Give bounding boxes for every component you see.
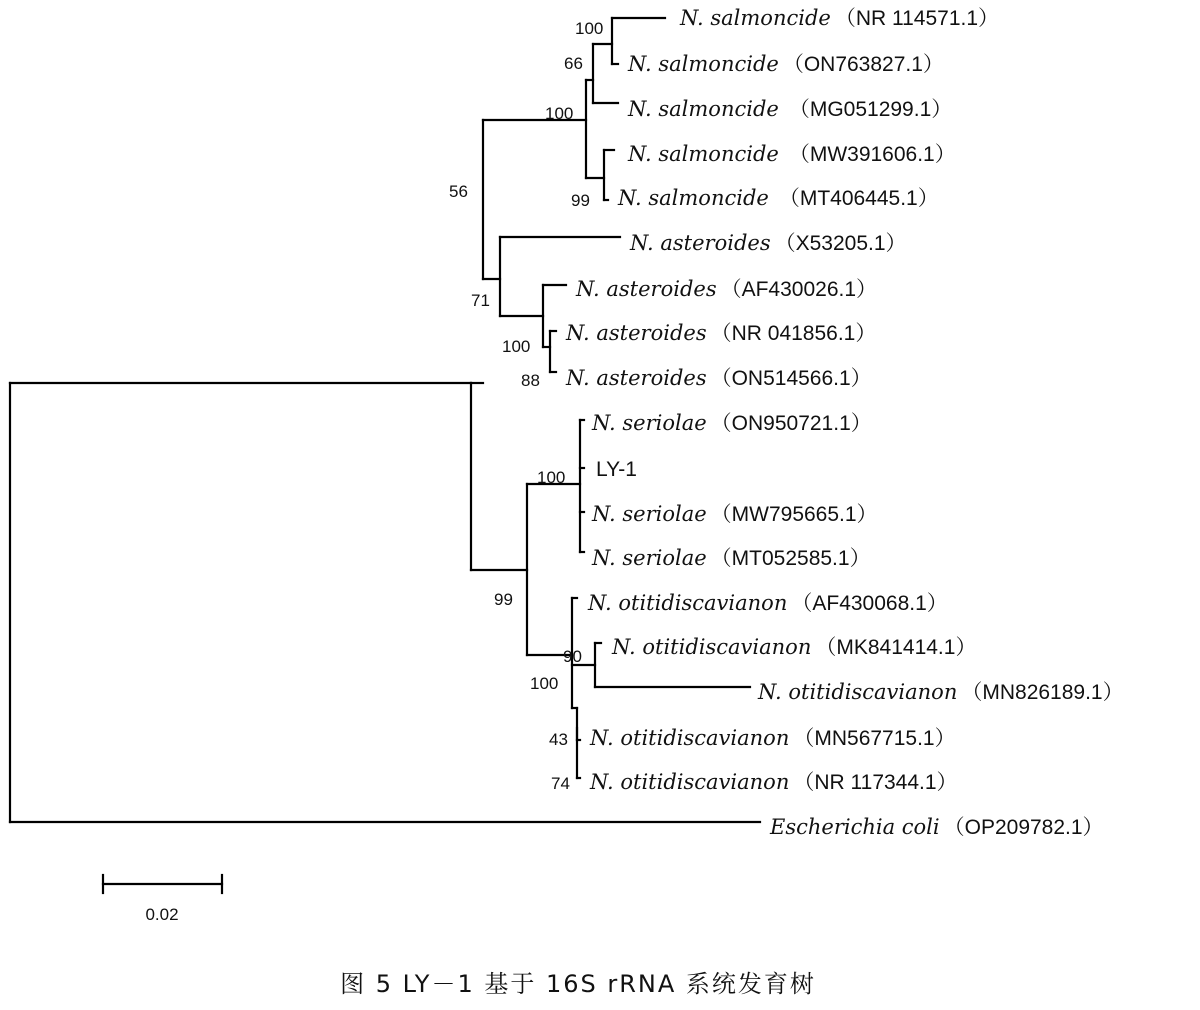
bootstrap-value: 90 <box>563 647 582 666</box>
bootstrap-value: 99 <box>494 590 513 609</box>
taxon-label-t14: N. otitidiscavianon （AF430068.1） <box>588 591 948 615</box>
bootstrap-value: 99 <box>571 191 590 210</box>
bootstrap-labels <box>449 19 603 793</box>
bootstrap-value: 100 <box>530 674 559 693</box>
taxon-label-t13: N. seriolae （MT052585.1） <box>592 546 871 570</box>
bootstrap-value: 74 <box>551 774 570 793</box>
taxon-label-t11: LY-1 <box>596 458 637 481</box>
taxon-label-t6: N. asteroides （X53205.1） <box>630 231 907 255</box>
bootstrap-value: 56 <box>449 182 468 201</box>
taxon-label-t1: N. salmoncide （NR 114571.1） <box>680 6 1000 30</box>
bootstrap-value: 88 <box>521 371 540 390</box>
taxon-label-t16: N. otitidiscavianon （MN826189.1） <box>758 680 1124 704</box>
taxon-label-t2: N. salmoncide （ON763827.1） <box>628 52 944 76</box>
taxon-label-t4: N. salmoncide （MW391606.1） <box>628 142 956 166</box>
taxon-label-t10: N. seriolae （ON950721.1） <box>592 411 872 435</box>
bootstrap-value: 66 <box>564 54 583 73</box>
scale-bar <box>103 875 222 924</box>
taxon-label-t9: N. asteroides （ON514566.1） <box>566 366 872 390</box>
bootstrap-value: 100 <box>502 337 531 356</box>
taxon-label-t8: N. asteroides （NR 041856.1） <box>566 321 877 345</box>
taxon-label-t5: N. salmoncide （MT406445.1） <box>618 186 939 210</box>
scale-bar-label: 0.02 <box>145 905 179 924</box>
taxon-label-t7: N. asteroides （AF430026.1） <box>576 277 878 301</box>
taxon-labels <box>565 6 1124 839</box>
bootstrap-value: 100 <box>545 104 574 123</box>
taxon-label-t19: Escherichia coli （OP209782.1） <box>770 815 1104 839</box>
figure-caption: 图 5 LY－1 基于 16S rRNA 系统发育树 <box>340 970 816 998</box>
taxon-label-t17: N. otitidiscavianon （MN567715.1） <box>590 726 956 750</box>
taxon-label-t3: N. salmoncide （MG051299.1） <box>628 97 953 121</box>
taxon-label-t18: N. otitidiscavianon （NR 117344.1） <box>590 770 958 794</box>
bootstrap-value: 71 <box>471 291 490 310</box>
taxon-label-t12: N. seriolae （MW795665.1） <box>592 502 878 526</box>
bootstrap-value: 100 <box>575 19 604 38</box>
taxon-label-t15: N. otitidiscavianon （MK841414.1） <box>612 635 977 659</box>
bootstrap-value: 43 <box>549 730 568 749</box>
bootstrap-value: 100 <box>537 468 566 487</box>
